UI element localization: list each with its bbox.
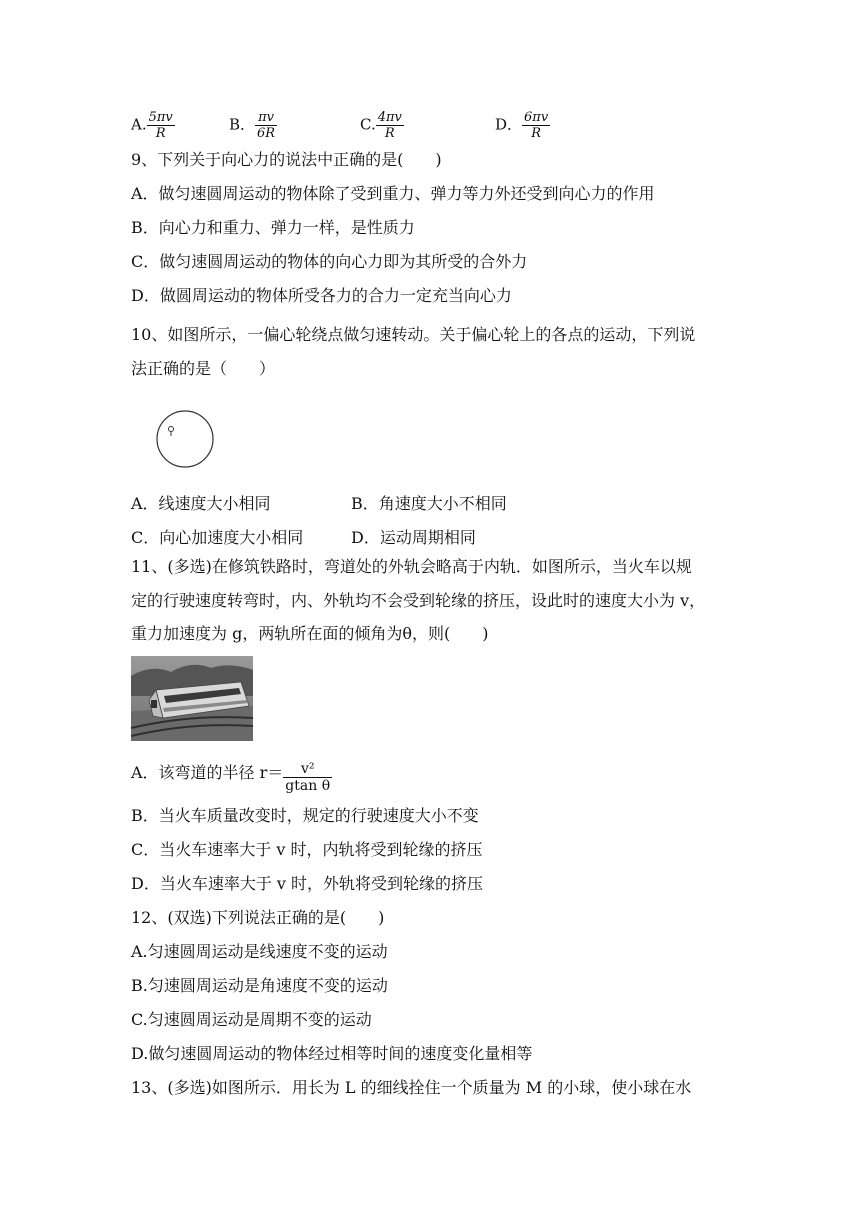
q11-option-b: B．当火车质量改变时，规定的行驶速度大小不变 [131,806,479,825]
q10-option-a: A．线速度大小相同 [131,494,271,513]
q8-option-b [229,110,277,141]
q8-option-a-fraction: $\frac{5\pi v}{R}$ [148,110,173,141]
q11-stem-line3: 重力加速度为 g，两轨所在面的倾角为θ，则( ) [131,624,489,643]
q9-option-c: C．做匀速圆周运动的物体的向心力即为其所受的合外力 [131,252,528,271]
q10-option-b: B．角速度大小不相同 [351,494,507,513]
eccentric-wheel-figure [156,410,218,472]
q11-option-d: D．当火车速率大于 v 时，外轨将受到轮缘的挤压 [131,874,484,893]
q8-option-b-fraction: $\frac{\pi v}{6R}$ [257,110,276,141]
q10-option-c: C．向心加速度大小相同 [131,528,304,547]
q9-option-d: D．做圆周运动的物体所受各力的合力一定充当向心力 [131,286,512,305]
q12-stem: 12、(双选)下列说法正确的是( ) [131,908,385,927]
q12-option-d: D.做匀速圆周运动的物体经过相等时间的速度变化量相等 [131,1044,533,1063]
train-photo [131,656,253,741]
q12-option-c: C.匀速圆周运动是周期不变的运动 [131,1010,372,1029]
q8-option-d [495,110,550,141]
q11-option-a-prefix: A．该弯道的半径 r＝ [131,763,284,782]
q10-stem-line2: 法正确的是（ ） [131,359,276,378]
q12-option-a: A.匀速圆周运动是线速度不变的运动 [131,942,388,961]
q11-stem-line1: 11、(多选)在修筑铁路时，弯道处的外轨会略高于内轨．如图所示，当火车以规 [131,557,692,576]
q8-option-a-label: A. [131,115,147,134]
q11-stem-line2: 定的行驶速度转弯时，内、外轨均不会受到轮缘的挤压，设此时的速度大小为 v， [131,591,706,610]
q11-option-c: C．当火车速率大于 v 时，内轨将受到轮缘的挤压 [131,840,483,859]
q12-option-b: B.匀速圆周运动是角速度不变的运动 [131,976,388,995]
q8-option-b-label: B． [229,115,256,134]
q8-option-a [131,110,175,141]
q11-option-a [131,761,332,794]
q8-option-c-label: C. [360,115,376,134]
q9-option-a: A．做匀速圆周运动的物体除了受到重力、弹力等力外还受到向心力的作用 [131,184,655,203]
q13-stem: 13、(多选)如图所示．用长为 L 的细线拴住一个质量为 M 的小球，使小球在水 [131,1078,692,1097]
q8-option-d-label: D． [495,115,523,134]
q9-option-b: B．向心力和重力、弹力一样，是性质力 [131,218,415,237]
q11-option-a-fraction: $\frac{\text{v²}}{\text{gtan θ}}$ [285,761,331,794]
q10-option-d: D．运动周期相同 [351,528,476,547]
q8-option-d-fraction: $\frac{6\pi v}{R}$ [524,110,549,141]
q10-stem-line1: 10、如图所示，一偏心轮绕点做匀速转动。关于偏心轮上的各点的运动，下列说 [131,325,696,344]
q8-option-c [360,110,404,141]
q8-option-c-fraction: $\frac{4\pi v}{R}$ [377,110,402,141]
q9-stem: 9、下列关于向心力的说法中正确的是( ) [131,150,442,169]
